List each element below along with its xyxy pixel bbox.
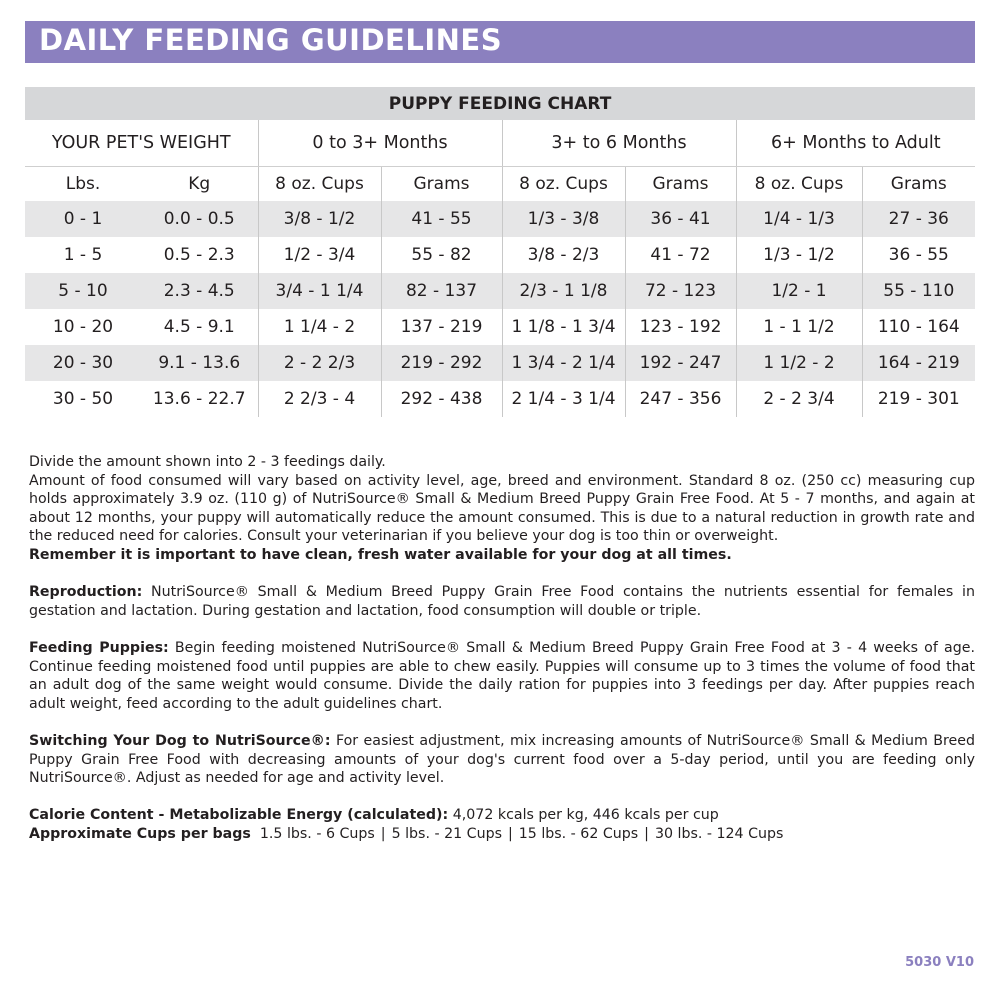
table-cell: 41 - 72 (625, 237, 736, 273)
table-cell: 2 - 2 2/3 (258, 345, 381, 381)
feeding-puppies-paragraph (29, 639, 975, 713)
header-banner (25, 21, 975, 63)
cups-item: 1.5 lbs. - 6 Cups (259, 825, 375, 842)
column-header: 8 oz. Cups (502, 166, 625, 201)
table-cell: 1 3/4 - 2 1/4 (502, 345, 625, 381)
table-cell: 20 - 30 (25, 345, 141, 381)
table-cell: 1 - 1 1/2 (736, 309, 862, 345)
table-cell: 2/3 - 1 1/8 (502, 273, 625, 309)
feeding-puppies-text: Begin feeding moistened NutriSource® Small & Medium Breed Puppy Grain Free Food at 3 - 4 weeks of age. Continue feeding moistened food until puppies are able to chew easily. Puppies will consume up to 3 times the volume of food that an adult dog of the same weight would consume. Divide the daily ration for puppies into 3 feedings per day. After puppies reach adult weight, feed according to the adult guidelines chart. (29, 639, 975, 712)
table-row (25, 345, 975, 381)
chart-title: PUPPY FEEDING CHART (25, 87, 975, 120)
weight-header: YOUR PET'S WEIGHT (25, 120, 258, 166)
calorie-label: Calorie Content - Metabolizable Energy (calculated): (29, 807, 449, 824)
puppy-feeding-chart (25, 87, 975, 417)
reproduction-paragraph (29, 583, 975, 620)
calorie-value: 4,072 kcals per kg, 446 kcals per cup (448, 807, 719, 824)
table-cell: 0.0 - 0.5 (141, 201, 258, 237)
table-cell: 110 - 164 (862, 309, 975, 345)
table-cell: 55 - 110 (862, 273, 975, 309)
table-cell: 2 1/4 - 3 1/4 (502, 381, 625, 417)
cups-per-bag (29, 825, 975, 844)
table-cell: 9.1 - 13.6 (141, 345, 258, 381)
guidelines-text (29, 453, 975, 843)
age-group-header: 0 to 3+ Months (258, 120, 502, 166)
table-cell: 4.5 - 9.1 (163, 317, 235, 337)
document-code: 5030 V10 (905, 955, 974, 970)
reproduction-label: Reproduction: (29, 584, 143, 601)
water-reminder: Remember it is important to have clean, fresh water available for your dog at all times. (29, 546, 732, 563)
column-header: Grams (625, 166, 736, 201)
table-cell: 1 - 5 (63, 245, 103, 265)
separator: | (644, 825, 649, 842)
switching-label: Switching Your Dog to NutriSource®: (29, 732, 331, 749)
table-cell: 1 1/8 - 1 3/4 (502, 309, 625, 345)
column-header: 8 oz. Cups (258, 166, 381, 201)
table-cell: 2 - 2 3/4 (736, 381, 862, 417)
calorie-content (29, 806, 975, 825)
cups-item: 15 lbs. - 62 Cups (518, 825, 639, 842)
table-cell: 0 - 1 (25, 201, 141, 237)
table-row (25, 309, 975, 345)
table-cell: 72 - 123 (625, 273, 736, 309)
table-cell: 1/3 - 3/8 (502, 201, 625, 237)
table-cell: 3/8 - 1/2 (258, 201, 381, 237)
column-header: Grams (862, 166, 975, 201)
column-header: Lbs. (65, 173, 101, 194)
cups-item: 30 lbs. - 124 Cups (654, 825, 784, 842)
table-cell: 219 - 292 (381, 345, 502, 381)
table-cell: 1/4 - 1/3 (736, 201, 862, 237)
table-cell: 1/3 - 1/2 (736, 237, 862, 273)
table-cell: 1 1/2 - 2 (736, 345, 862, 381)
table-cell: 0.5 - 2.3 (163, 245, 235, 265)
table-row (25, 273, 975, 309)
table-cell: 41 - 55 (381, 201, 502, 237)
table-cell: 3/8 - 2/3 (502, 237, 625, 273)
table-cell: 36 - 55 (862, 237, 975, 273)
table-cell: 123 - 192 (625, 309, 736, 345)
page-title: DAILY FEEDING GUIDELINES (39, 23, 503, 57)
table-row (25, 237, 975, 273)
table-cell: 30 - 50 (52, 389, 114, 409)
table-cell: 164 - 219 (862, 345, 975, 381)
feeding-puppies-label: Feeding Puppies: (29, 639, 169, 656)
table-cell: 292 - 438 (381, 381, 502, 417)
switching-text: For easiest adjustment, mix increasing amounts of NutriSource® Small & Medium Breed Puppy Grain Free Food with decreasing amounts of your dog's current food over a 5-day period, until you are feeding only NutriSource®. Adjust as needed for age and activity level. (29, 732, 975, 787)
table-cell: 2.3 - 4.5 (141, 273, 258, 309)
table-cell: 55 - 82 (381, 237, 502, 273)
table-cell: 82 - 137 (381, 273, 502, 309)
table-cell: 5 - 10 (25, 273, 141, 309)
separator: | (507, 825, 513, 842)
cups-label: Approximate Cups per bags (29, 825, 251, 842)
table-cell: 27 - 36 (862, 201, 975, 237)
table-cell: 13.6 - 22.7 (152, 389, 246, 409)
column-header: Grams (381, 166, 502, 201)
table-cell: 1/2 - 3/4 (258, 237, 381, 273)
table-row (25, 381, 975, 417)
feeding-instructions (29, 453, 975, 565)
table-cell: 3/4 - 1 1/4 (258, 273, 381, 309)
divide-note: Divide the amount shown into 2 - 3 feedings daily. (29, 454, 386, 470)
separator: | (380, 825, 386, 842)
table-cell: 247 - 356 (625, 381, 736, 417)
table-cell: 1 1/4 - 2 (258, 309, 381, 345)
table-cell: 192 - 247 (625, 345, 736, 381)
cups-item: 5 lbs. - 21 Cups (391, 825, 502, 842)
table-cell: 1/2 - 1 (736, 273, 862, 309)
table-cell: 219 - 301 (862, 381, 975, 417)
table-cell: 137 - 219 (381, 309, 502, 345)
table-cell: 10 - 20 (52, 317, 114, 337)
age-group-header: 3+ to 6 Months (502, 120, 736, 166)
reproduction-text: NutriSource® Small & Medium Breed Puppy Grain Free Food contains the nutrients essential for females in gestation and lactation. During gestation and lactation, food consumption will double or triple. (29, 584, 975, 619)
consumption-note: Amount of food consumed will vary based on activity level, age, breed and environment. Standard 8 oz. (250 cc) measuring cup holds approximately 3.9 oz. (110 g) of NutriSource® Small & Medium Breed Puppy Grain Free Food. At 5 - 7 months, and again at about 12 months, your puppy will automatically reduce the amount consumed. This is due to a natural reduction in growth rate and the reduced need for calories. Consult your veterinarian if you believe your dog is too thin or overweight. (29, 472, 975, 545)
table-row (25, 201, 975, 237)
age-group-header: 6+ Months to Adult (736, 120, 975, 166)
switching-paragraph (29, 732, 975, 788)
column-header: Kg (188, 173, 211, 194)
table-cell: 36 - 41 (625, 201, 736, 237)
table-cell: 2 2/3 - 4 (258, 381, 381, 417)
column-header: 8 oz. Cups (736, 166, 862, 201)
